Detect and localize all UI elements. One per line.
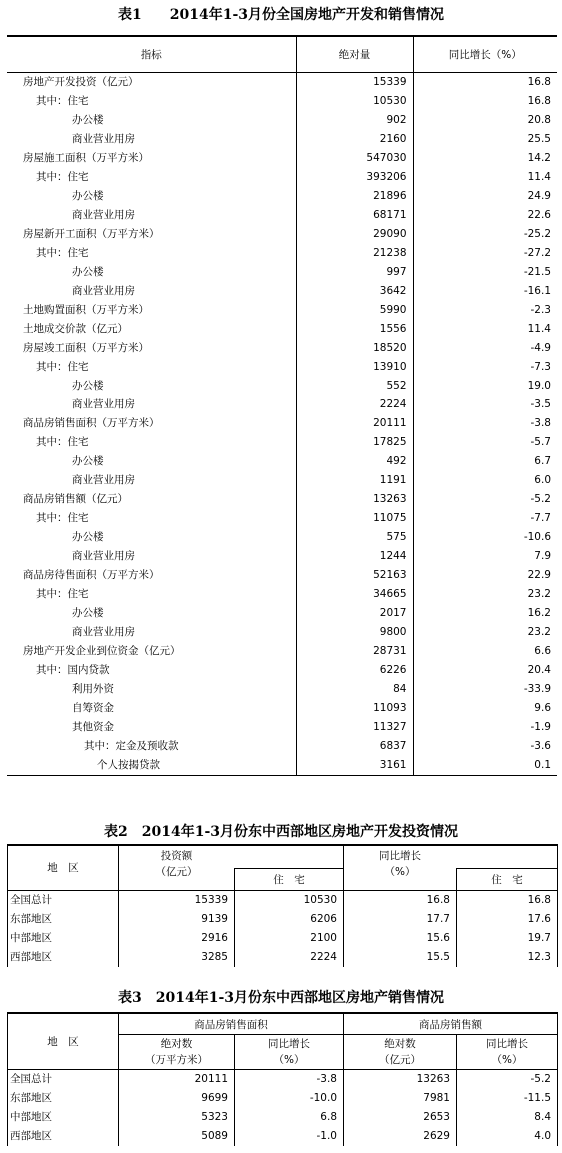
table-row bbox=[7, 339, 557, 358]
header-region: 地 区 bbox=[8, 845, 119, 891]
table2-title: 表2 2014年1-3月份东中西部地区房地产开发投资情况 bbox=[104, 824, 458, 840]
absolute-value: 547030 bbox=[296, 149, 413, 168]
growth-housing-value: 17.6 bbox=[457, 910, 558, 929]
table-row bbox=[8, 948, 558, 967]
indicator-label: 商业营业用房 bbox=[7, 471, 296, 490]
table-row bbox=[8, 1070, 558, 1090]
indicator-label: 自筹资金 bbox=[7, 699, 296, 718]
table-row bbox=[7, 395, 557, 414]
indicator-label: 其中：住宅 bbox=[7, 585, 296, 604]
indicator-label: 商业营业用房 bbox=[7, 623, 296, 642]
table-row bbox=[7, 528, 557, 547]
absolute-value: 2160 bbox=[296, 130, 413, 149]
region-label: 西部地区 bbox=[8, 948, 119, 967]
table-row bbox=[7, 244, 557, 263]
absolute-value: 1556 bbox=[296, 320, 413, 339]
indicator-label: 办公楼 bbox=[7, 187, 296, 206]
table-row bbox=[7, 130, 557, 149]
growth-value: -25.2 bbox=[523, 227, 551, 240]
table-row bbox=[7, 737, 557, 756]
indicator-label: 房地产开发投资（亿元） bbox=[7, 73, 296, 92]
table-row bbox=[7, 452, 557, 471]
growth-value: -5.2 bbox=[530, 493, 551, 506]
table2-header-row bbox=[8, 845, 558, 869]
table-row bbox=[7, 642, 557, 661]
investment-housing-value: 10530 bbox=[235, 891, 344, 911]
sales-area-value: 5323 bbox=[119, 1108, 235, 1127]
indicator-label: 商业营业用房 bbox=[7, 395, 296, 414]
indicator-label: 商品房销售额（亿元） bbox=[7, 490, 296, 509]
table-row bbox=[7, 433, 557, 452]
header-investment-blank bbox=[235, 845, 344, 869]
table-row bbox=[7, 680, 557, 699]
absolute-value: 11327 bbox=[296, 718, 413, 737]
growth-value: 16.2 bbox=[527, 607, 551, 620]
growth-value: 11.4 bbox=[527, 170, 551, 183]
table3-title: 表3 2014年1-3月份东中西部地区房地产销售情况 bbox=[118, 990, 444, 1006]
growth-value: 11.4 bbox=[527, 322, 551, 335]
indicator-label: 其中：住宅 bbox=[7, 92, 296, 111]
indicator-label: 其中：国内贷款 bbox=[7, 661, 296, 680]
absolute-value: 9800 bbox=[296, 623, 413, 642]
sales-area-growth: -10.0 bbox=[235, 1089, 344, 1108]
table3 bbox=[7, 1012, 558, 1146]
header-region: 地 区 bbox=[8, 1013, 119, 1070]
growth-value: 23.2 bbox=[527, 588, 551, 601]
indicator-label: 利用外资 bbox=[7, 680, 296, 699]
growth-value: -3.5 bbox=[530, 398, 551, 411]
growth-value: 16.8 bbox=[527, 94, 551, 107]
absolute-value: 1244 bbox=[296, 547, 413, 566]
growth-value: -21.5 bbox=[523, 265, 551, 278]
growth-value: 6.7 bbox=[534, 455, 551, 468]
indicator-label: 房屋施工面积（万平方米） bbox=[7, 149, 296, 168]
table-row bbox=[8, 1108, 558, 1127]
table-row bbox=[8, 910, 558, 929]
sales-area-value: 5089 bbox=[119, 1127, 235, 1146]
indicator-label: 土地成交价款（亿元） bbox=[7, 320, 296, 339]
indicator-label: 商业营业用房 bbox=[7, 206, 296, 225]
region-label: 西部地区 bbox=[8, 1127, 119, 1146]
growth-value: -5.7 bbox=[530, 436, 551, 449]
sales-area-value: 9699 bbox=[119, 1089, 235, 1108]
absolute-value: 10530 bbox=[296, 92, 413, 111]
table-row bbox=[7, 168, 557, 187]
growth-value: 24.9 bbox=[527, 189, 551, 202]
sales-amount-value: 2653 bbox=[344, 1108, 457, 1127]
growth-value: 25.5 bbox=[527, 132, 551, 145]
growth-value: 22.9 bbox=[527, 569, 551, 582]
table-row bbox=[7, 320, 557, 339]
investment-value: 15339 bbox=[119, 891, 235, 911]
growth-value: 20.4 bbox=[527, 664, 551, 677]
absolute-value: 5990 bbox=[296, 301, 413, 320]
growth-value: 17.7 bbox=[344, 910, 457, 929]
header-sales-area: 商品房销售面积 bbox=[119, 1013, 344, 1035]
absolute-value: 575 bbox=[296, 528, 413, 547]
indicator-label: 商业营业用房 bbox=[7, 282, 296, 301]
absolute-value: 6226 bbox=[296, 661, 413, 680]
growth-housing-value: 12.3 bbox=[457, 948, 558, 967]
indicator-label: 其中：住宅 bbox=[7, 168, 296, 187]
growth-value: -16.1 bbox=[523, 284, 551, 297]
absolute-value: 15339 bbox=[296, 73, 413, 92]
absolute-value: 21896 bbox=[296, 187, 413, 206]
indicator-label: 办公楼 bbox=[7, 111, 296, 130]
absolute-value: 3161 bbox=[296, 756, 413, 775]
sales-area-growth: 6.8 bbox=[235, 1108, 344, 1127]
investment-housing-value: 6206 bbox=[235, 910, 344, 929]
table-row bbox=[7, 206, 557, 225]
growth-value: -33.9 bbox=[523, 683, 551, 695]
indicator-label: 其他资金 bbox=[7, 718, 296, 737]
growth-value: 15.6 bbox=[344, 929, 457, 948]
region-label: 全国总计 bbox=[8, 891, 119, 911]
sales-amount-growth: -5.2 bbox=[457, 1070, 558, 1090]
growth-value: 20.8 bbox=[527, 113, 551, 126]
table-row bbox=[7, 263, 557, 282]
indicator-label: 房地产开发企业到位资金（亿元） bbox=[7, 642, 296, 661]
sales-amount-value: 7981 bbox=[344, 1089, 457, 1108]
region-label: 中部地区 bbox=[8, 929, 119, 948]
growth-value: 9.6 bbox=[534, 701, 551, 714]
table-row bbox=[7, 623, 557, 642]
indicator-label: 房屋新开工面积（万平方米） bbox=[7, 225, 296, 244]
table-row bbox=[7, 490, 557, 509]
header-growth: 同比增长（%） bbox=[413, 36, 557, 73]
absolute-value: 902 bbox=[296, 111, 413, 130]
table-row bbox=[7, 149, 557, 168]
indicator-label: 其中：住宅 bbox=[7, 244, 296, 263]
table-row bbox=[7, 756, 557, 775]
growth-value: -7.3 bbox=[530, 360, 551, 373]
table-row bbox=[7, 301, 557, 320]
growth-value: -3.8 bbox=[530, 417, 551, 430]
investment-value: 9139 bbox=[119, 910, 235, 929]
growth-value: 15.5 bbox=[344, 948, 457, 967]
growth-housing-value: 19.7 bbox=[457, 929, 558, 948]
table-row bbox=[8, 891, 558, 911]
table-row bbox=[7, 566, 557, 585]
region-label: 全国总计 bbox=[8, 1070, 119, 1090]
header-growth: 同比增长 （%） bbox=[344, 845, 457, 891]
table-row bbox=[7, 604, 557, 623]
table-row bbox=[7, 661, 557, 680]
table-row bbox=[7, 547, 557, 566]
absolute-value: 2224 bbox=[296, 395, 413, 414]
table1-header-row bbox=[7, 36, 557, 73]
absolute-value: 11093 bbox=[296, 699, 413, 718]
table-row bbox=[8, 1089, 558, 1108]
table3-header-row bbox=[8, 1013, 558, 1035]
absolute-value: 52163 bbox=[296, 566, 413, 585]
table1-title: 表1 2014年1-3月份全国房地产开发和销售情况 bbox=[118, 7, 444, 23]
sales-amount-value: 2629 bbox=[344, 1127, 457, 1146]
table-row bbox=[7, 225, 557, 244]
indicator-label: 商品房待售面积（万平方米） bbox=[7, 566, 296, 585]
sales-area-value: 20111 bbox=[119, 1070, 235, 1090]
region-label: 中部地区 bbox=[8, 1108, 119, 1127]
header-sales-absolute: 绝对数 （亿元） bbox=[344, 1035, 457, 1070]
indicator-label: 办公楼 bbox=[7, 377, 296, 396]
growth-value: -7.7 bbox=[530, 512, 551, 525]
sales-area-growth: -1.0 bbox=[235, 1127, 344, 1146]
indicator-label: 办公楼 bbox=[7, 604, 296, 623]
indicator-label: 办公楼 bbox=[7, 452, 296, 471]
table-row bbox=[7, 187, 557, 206]
absolute-value: 68171 bbox=[296, 206, 413, 225]
growth-value: 23.2 bbox=[527, 626, 551, 639]
growth-value: -4.9 bbox=[530, 341, 551, 354]
growth-value: -2.3 bbox=[530, 303, 551, 316]
indicator-label: 商业营业用房 bbox=[7, 130, 296, 149]
growth-housing-value: 16.8 bbox=[457, 891, 558, 911]
absolute-value: 2017 bbox=[296, 604, 413, 623]
indicator-label: 商品房销售面积（万平方米） bbox=[7, 414, 296, 433]
header-indicator: 指标 bbox=[7, 36, 296, 73]
growth-value: -3.6 bbox=[530, 739, 551, 752]
growth-value: 19.0 bbox=[527, 379, 551, 392]
investment-housing-value: 2224 bbox=[235, 948, 344, 967]
table-row bbox=[7, 73, 557, 92]
growth-value: 7.9 bbox=[534, 550, 551, 563]
growth-value: -27.2 bbox=[523, 246, 551, 259]
absolute-value: 11075 bbox=[296, 509, 413, 528]
indicator-label: 其中：住宅 bbox=[7, 433, 296, 452]
growth-value: 16.8 bbox=[527, 76, 551, 88]
absolute-value: 997 bbox=[296, 263, 413, 282]
sales-area-growth: -3.8 bbox=[235, 1070, 344, 1090]
growth-value: 0.1 bbox=[413, 756, 557, 775]
absolute-value: 3642 bbox=[296, 282, 413, 301]
absolute-value: 18520 bbox=[296, 339, 413, 358]
table-row bbox=[7, 471, 557, 490]
sales-amount-value: 13263 bbox=[344, 1070, 457, 1090]
growth-value: 14.2 bbox=[527, 151, 551, 164]
table-row bbox=[7, 585, 557, 604]
table-row bbox=[7, 92, 557, 111]
header-investment: 投资额 （亿元） bbox=[119, 845, 235, 891]
table2 bbox=[7, 844, 558, 967]
table-row bbox=[7, 377, 557, 396]
growth-value: -10.6 bbox=[523, 531, 551, 544]
table-row bbox=[8, 929, 558, 948]
indicator-label: 办公楼 bbox=[7, 528, 296, 547]
table-row bbox=[7, 358, 557, 377]
region-label: 东部地区 bbox=[8, 1089, 119, 1108]
region-label: 东部地区 bbox=[8, 910, 119, 929]
table-row bbox=[7, 111, 557, 130]
growth-value: -1.9 bbox=[530, 720, 551, 733]
header-sales-growth: 同比增长 （%） bbox=[457, 1035, 558, 1070]
table-row bbox=[7, 282, 557, 301]
header-invest-housing: 住 宅 bbox=[235, 869, 344, 891]
absolute-value: 13263 bbox=[296, 490, 413, 509]
absolute-value: 13910 bbox=[296, 358, 413, 377]
header-sales-amount: 商品房销售额 bbox=[344, 1013, 558, 1035]
growth-value: 16.8 bbox=[344, 891, 457, 911]
absolute-value: 6837 bbox=[296, 737, 413, 756]
absolute-value: 84 bbox=[296, 680, 413, 699]
absolute-value: 21238 bbox=[296, 244, 413, 263]
table1 bbox=[7, 35, 557, 776]
indicator-label: 办公楼 bbox=[7, 263, 296, 282]
header-area-absolute: 绝对数 （万平方米） bbox=[119, 1035, 235, 1070]
table-row bbox=[7, 718, 557, 737]
absolute-value: 20111 bbox=[296, 414, 413, 433]
investment-housing-value: 2100 bbox=[235, 929, 344, 948]
growth-value: 22.6 bbox=[527, 208, 551, 221]
indicator-label: 个人按揭贷款 bbox=[7, 756, 296, 775]
absolute-value: 1191 bbox=[296, 471, 413, 490]
absolute-value: 17825 bbox=[296, 433, 413, 452]
indicator-label: 房屋竣工面积（万平方米） bbox=[7, 339, 296, 358]
investment-value: 2916 bbox=[119, 929, 235, 948]
sales-amount-growth: 8.4 bbox=[457, 1108, 558, 1127]
sales-amount-growth: 4.0 bbox=[457, 1127, 558, 1146]
header-area-growth: 同比增长 （%） bbox=[235, 1035, 344, 1070]
header-absolute: 绝对量 bbox=[296, 36, 413, 73]
indicator-label: 其中：定金及预收款 bbox=[7, 737, 296, 756]
absolute-value: 28731 bbox=[296, 642, 413, 661]
growth-value: 6.0 bbox=[534, 474, 551, 487]
table-row bbox=[7, 509, 557, 528]
absolute-value: 393206 bbox=[296, 168, 413, 187]
indicator-label: 商业营业用房 bbox=[7, 547, 296, 566]
absolute-value: 29090 bbox=[296, 225, 413, 244]
sales-amount-growth: -11.5 bbox=[457, 1089, 558, 1108]
indicator-label: 其中：住宅 bbox=[7, 358, 296, 377]
absolute-value: 552 bbox=[296, 377, 413, 396]
indicator-label: 土地购置面积（万平方米） bbox=[7, 301, 296, 320]
indicator-label: 其中：住宅 bbox=[7, 509, 296, 528]
table-row bbox=[8, 1127, 558, 1146]
header-growth-housing: 住 宅 bbox=[457, 869, 558, 891]
absolute-value: 492 bbox=[296, 452, 413, 471]
absolute-value: 34665 bbox=[296, 585, 413, 604]
growth-value: 6.6 bbox=[534, 645, 551, 658]
table-row bbox=[7, 699, 557, 718]
table-row bbox=[7, 414, 557, 433]
investment-value: 3285 bbox=[119, 948, 235, 967]
header-growth-blank bbox=[457, 845, 558, 869]
